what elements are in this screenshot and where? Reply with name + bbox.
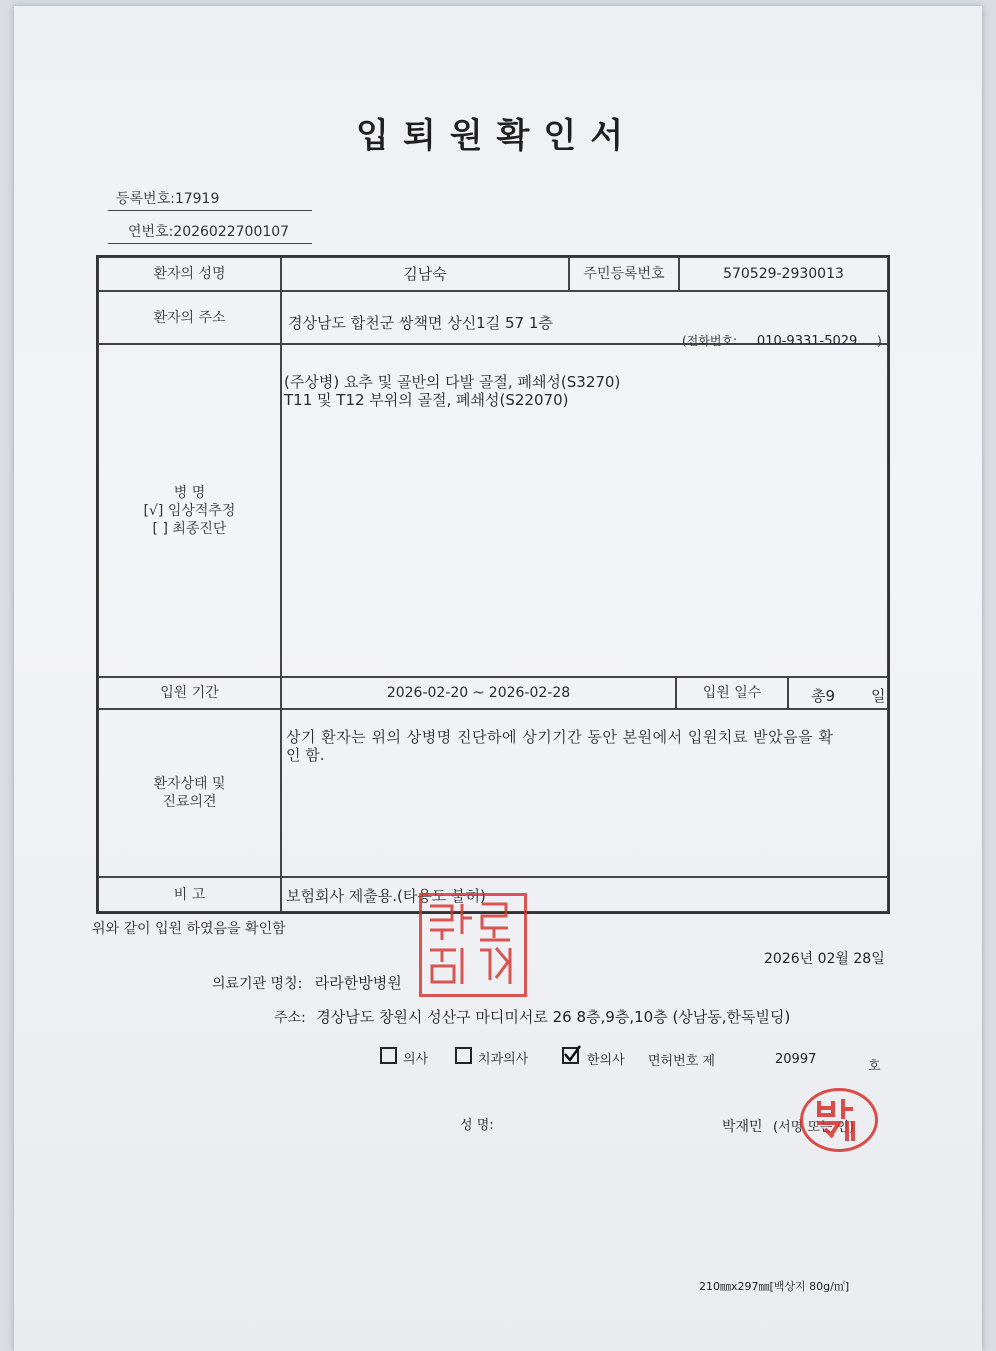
period-label: 입원 기간 [98, 677, 281, 709]
korean-medicine-doctor-checkbox[interactable] [562, 1047, 579, 1064]
diagnosis-line-1: (주상병) 요추 및 골반의 다발 골절, 폐쇄성(S3270) [284, 373, 621, 391]
dentist-label: 치과의사 [478, 1052, 529, 1067]
institution-line [212, 972, 402, 993]
check-icon [562, 1045, 582, 1065]
license-label: 면허번호 제 [648, 1054, 715, 1069]
opinion-line-1: 상기 환자는 위의 상병명 진단하에 상기기간 동안 본원에서 입원치료 받았음을 확 [286, 728, 834, 746]
opinion-label-2: 진료의견 [162, 794, 217, 810]
hospital-seal-stamp [419, 893, 527, 997]
diagnosis-label-cell [98, 344, 281, 677]
admission-form-table [96, 255, 890, 914]
rrn-label: 주민등록번호 [569, 257, 679, 291]
license-suffix: 호 [868, 1059, 881, 1074]
signature-label: 성 명: [460, 1118, 494, 1133]
final-diagnosis-option: [ ] 최종진단 [152, 520, 227, 537]
address-cell [281, 291, 888, 349]
address-label: 환자의 주소 [98, 291, 281, 344]
document-title: 입퇴원확인서 [356, 116, 638, 156]
phone-close: ) [877, 334, 882, 348]
diagnosis-label: 병 명 [173, 484, 206, 501]
institution-name: 라라한방병원 [314, 974, 402, 992]
name-label: 환자의 성명 [98, 257, 281, 291]
opinion-label-1: 환자상태 및 [153, 776, 226, 792]
doctor-seal-stamp [800, 1088, 878, 1152]
registration-underline [108, 210, 312, 211]
signature-suffix: (서명 또는 인) [773, 1120, 855, 1135]
days-cell [788, 677, 888, 709]
opinion-label-cell [98, 709, 281, 877]
diagnosis-line-2: T11 및 T12 부위의 골절, 폐쇄성(S22070) [284, 391, 569, 409]
license-number: 20997 [775, 1052, 817, 1067]
admission-days: 총9 [811, 687, 836, 705]
serial-underline [108, 243, 312, 244]
patient-name: 김남숙 [281, 257, 569, 291]
opinion-cell [281, 709, 888, 877]
patient-address: 경상남도 합천군 쌍책면 상신1길 57 1층 [288, 314, 553, 332]
registration-number: 등록번호:17919 [116, 191, 220, 207]
remarks-cell [281, 877, 888, 912]
dentist-checkbox[interactable] [455, 1047, 472, 1064]
clinical-estimate-option: [√] 임상적추정 [143, 502, 236, 519]
issue-date: 2026년 02월 28일 [764, 951, 885, 967]
days-unit: 일 [871, 687, 886, 705]
phone-label: (전화번호: [682, 334, 738, 348]
opinion-line-2: 인 함. [286, 746, 325, 764]
institution-address: 경상남도 창원시 성산구 마디미서로 26 8층,9층,10층 (상남동,한독빌딩) [316, 1008, 791, 1026]
doctor-checkbox[interactable] [380, 1047, 397, 1064]
days-label: 입원 일수 [676, 677, 788, 709]
patient-rrn: 570529-2930013 [679, 257, 888, 291]
doctor-seal-icon [803, 1091, 875, 1149]
admission-period: 2026-02-20 ~ 2026-02-28 [281, 677, 676, 709]
address-label-footer: 주소: [274, 1010, 306, 1026]
institution-address-line [274, 1006, 790, 1027]
paper-spec: 210㎜x297㎜[백상지 80g/㎡] [699, 1280, 850, 1293]
patient-phone: 010-9331-5029 [756, 334, 858, 349]
serial-number: 연번호:2026022700107 [128, 224, 290, 240]
diagnosis-cell [281, 344, 888, 677]
doctor-name: 박재민 [722, 1119, 763, 1135]
confirmation-statement: 위와 같이 입원 하였음을 확인함 [92, 921, 286, 937]
korean-medicine-doctor-label: 한의사 [587, 1053, 625, 1068]
remarks-label: 비 고 [98, 877, 281, 912]
remarks-text: 보험회사 제출용.(타용도 불허) [286, 887, 486, 905]
hospital-seal-icon [422, 896, 524, 994]
institution-label: 의료기관 명칭: [212, 976, 303, 992]
doctor-label: 의사 [403, 1052, 429, 1067]
